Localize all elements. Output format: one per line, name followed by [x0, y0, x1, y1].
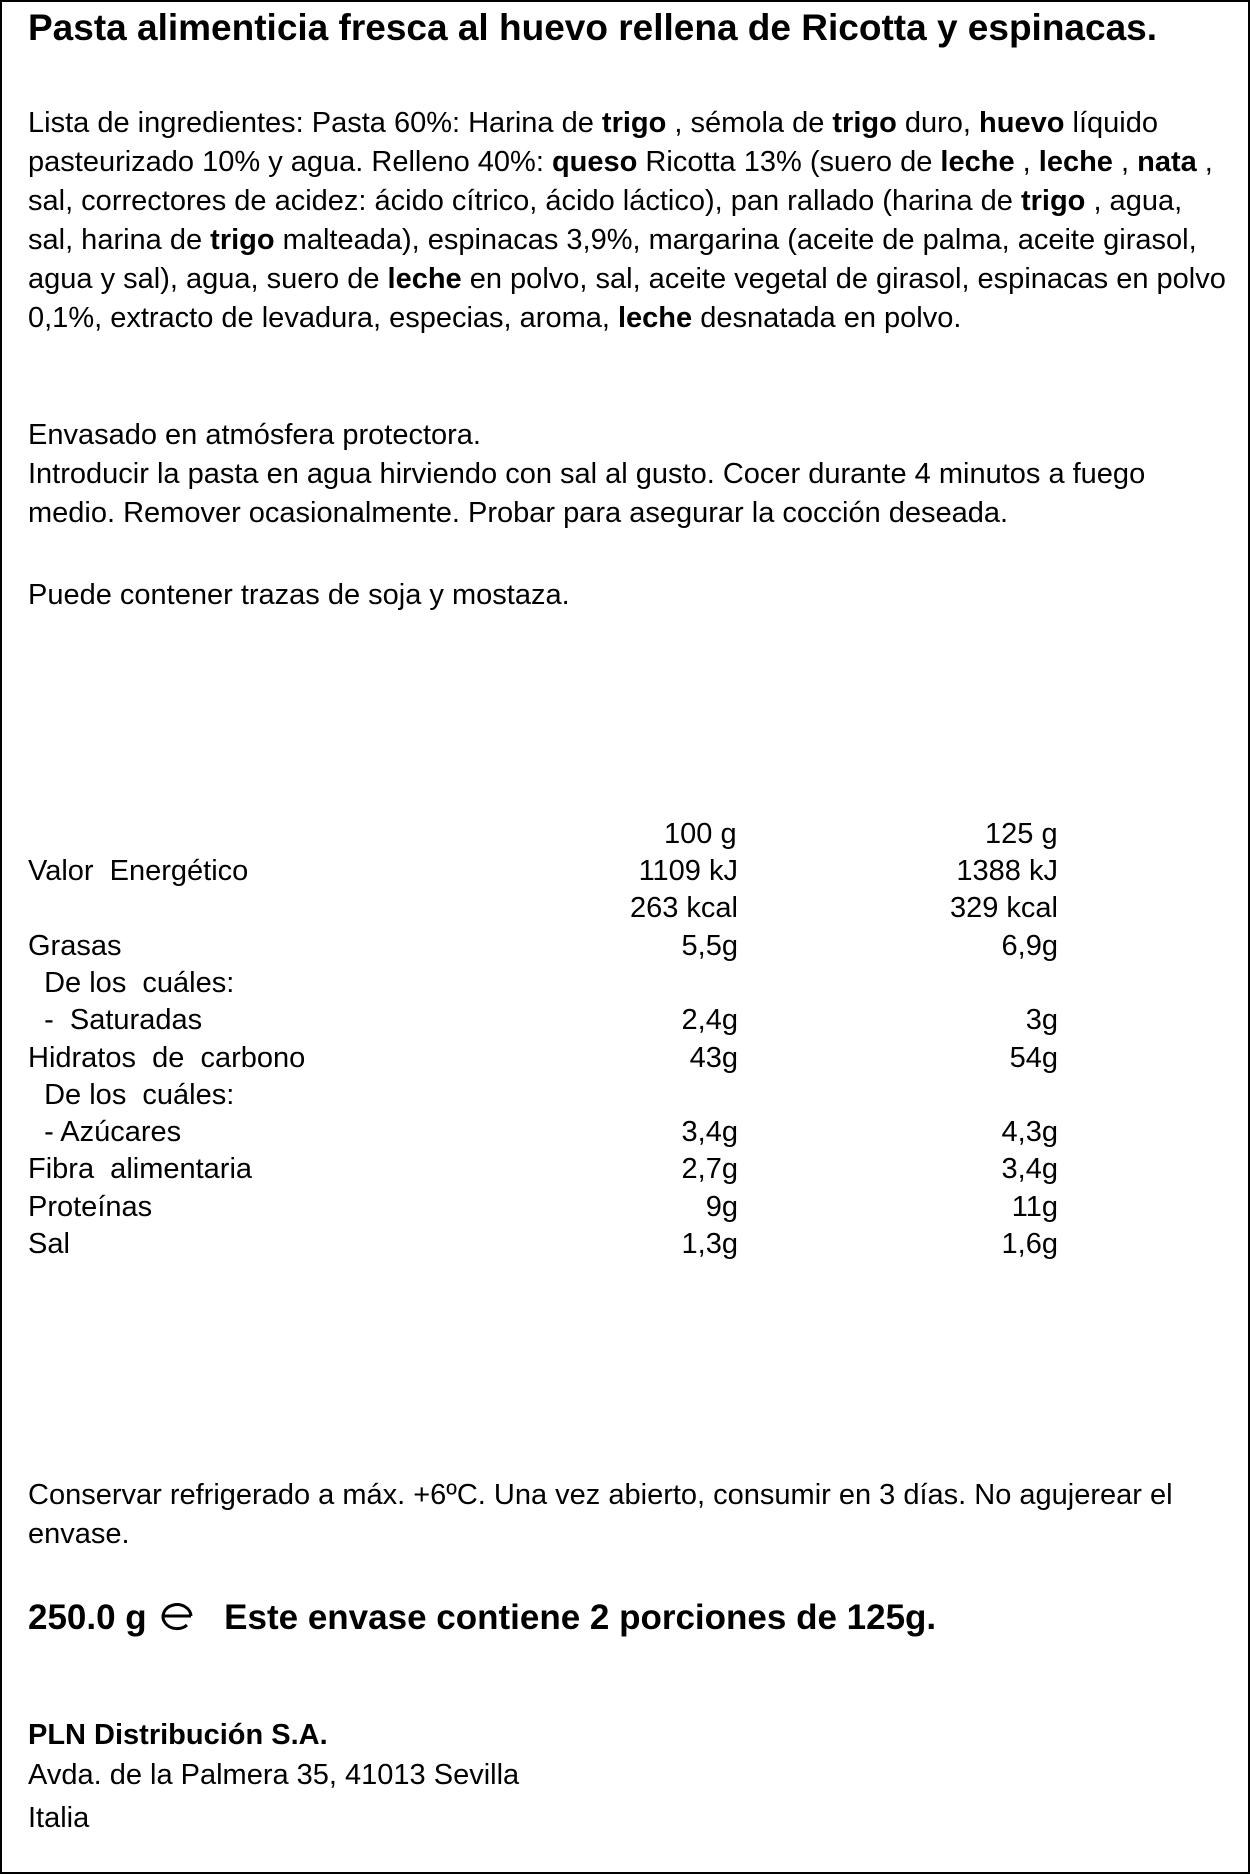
net-quantity-line	[28, 1596, 1228, 1640]
allergen-highlight: trigo	[1020, 185, 1086, 217]
packaging-note: Envasado en atmósfera protectora.	[28, 419, 481, 451]
product-title: Pasta alimenticia fresca al huevo rellena de Ricotta y espinacas.	[28, 7, 1158, 48]
ingredient-text: malteada), espinacas 3,9%, margarina (aceite de palma, aceite girasol, agua y sal), agua, suero de	[28, 224, 1197, 295]
ingredient-text: líquido pasteurizado 10% y agua. Relleno 40%:	[28, 107, 1158, 178]
value-per-portion: 11g	[1011, 1191, 1058, 1223]
value-per-100g: 1,3g	[681, 1228, 738, 1260]
nutrient-label: De los cuáles:	[28, 967, 235, 999]
nutrition-row	[28, 890, 1228, 927]
value-per-portion: 3,4g	[1001, 1153, 1058, 1185]
nutrition-row	[28, 1151, 1228, 1188]
nutrient-label: Fibra alimentaria	[28, 1153, 253, 1185]
ingredients-list	[28, 104, 1228, 338]
col-header-100g: 100 g	[664, 818, 737, 850]
allergen-highlight: queso	[551, 146, 638, 178]
nutrient-label: - Azúcares	[28, 1116, 182, 1148]
allergen-warning: Puede contener trazas de soja y mostaza.	[28, 579, 570, 611]
allergen-highlight: nata	[1137, 146, 1197, 178]
ingredient-text: en polvo, sal, aceite vegetal de girasol, espinacas en polvo 0,1%, extracto de levadura, especias, aroma,	[28, 263, 1226, 334]
ingredient-text: Lista de ingredientes: Pasta 60%: Harina de	[28, 107, 602, 139]
nutrient-label: - Saturadas	[28, 1004, 203, 1036]
nutrient-label: Valor Energético	[28, 855, 249, 887]
ingredient-text: ,	[1014, 146, 1039, 178]
origin-country: Italia	[28, 1802, 90, 1834]
portions-note: Este envase contiene 2 porciones de 125g.	[224, 1598, 937, 1637]
ingredient-text: ,	[1112, 146, 1138, 178]
nutrient-label: Grasas	[28, 930, 122, 962]
allergen-highlight: leche	[1038, 146, 1113, 178]
nutrition-row	[28, 1189, 1228, 1226]
value-per-100g: 5,5g	[681, 930, 738, 962]
allergen-highlight: trigo	[832, 107, 897, 139]
ingredient-text: , sal, correctores de acidez: ácido cítrico, ácido láctico), pan rallado (harina de	[28, 146, 1213, 217]
allergen-highlight: leche	[617, 302, 693, 334]
nutrition-row	[28, 1077, 1228, 1114]
nutrition-header-row	[28, 816, 1228, 853]
nutrition-row	[28, 1002, 1228, 1039]
value-per-100g: 2,4g	[681, 1004, 738, 1036]
nutrition-row	[28, 1226, 1228, 1263]
ingredient-text: , agua, sal, harina de	[28, 185, 1183, 256]
value-per-portion: 1,6g	[1001, 1228, 1058, 1260]
value-per-portion: 54g	[1009, 1042, 1058, 1074]
cooking-instructions: Introducir la pasta en agua hirviendo con sal al gusto. Cocer durante 4 minutos a fuego medio. Remover ocasionalmente. Probar para asegurar la cocción deseada.	[28, 458, 1146, 529]
value-per-100g: 1109 kJ	[638, 855, 738, 887]
estimated-sign-icon	[158, 1601, 196, 1631]
nutrient-label: Proteínas	[28, 1191, 153, 1223]
value-per-portion: 6,9g	[1001, 930, 1058, 962]
net-quantity: 250.0 g	[28, 1598, 147, 1637]
value-per-portion: 3g	[1025, 1004, 1058, 1036]
nutrition-row	[28, 1114, 1228, 1151]
value-per-100g: 263 kcal	[629, 892, 738, 924]
nutrition-row	[28, 853, 1228, 890]
col-header-125g: 125 g	[985, 818, 1058, 850]
value-per-100g: 3,4g	[681, 1116, 738, 1148]
nutrition-row	[28, 928, 1228, 965]
allergen-highlight: trigo	[210, 224, 275, 256]
value-per-100g: 43g	[689, 1042, 738, 1074]
value-per-portion: 1388 kJ	[956, 855, 1058, 887]
nutrient-label: Sal	[28, 1228, 70, 1260]
company-name: PLN Distribución S.A.	[28, 1719, 328, 1751]
nutrient-label: Hidratos de carbono	[28, 1042, 306, 1074]
ingredient-text: desnatada en polvo.	[692, 302, 962, 334]
company-address: Avda. de la Palmera 35, 41013 Sevilla	[28, 1759, 520, 1791]
ingredient-text: , sémola de	[666, 107, 833, 139]
nutrient-label: De los cuáles:	[28, 1079, 235, 1111]
allergen-highlight: leche	[940, 146, 1015, 178]
value-per-100g: 9g	[705, 1191, 738, 1223]
value-per-portion: 4,3g	[1001, 1116, 1058, 1148]
nutrition-row	[28, 1040, 1228, 1077]
allergen-highlight: huevo	[979, 107, 1065, 139]
value-per-portion: 329 kcal	[949, 892, 1058, 924]
value-per-100g: 2,7g	[681, 1153, 738, 1185]
ingredient-text: Ricotta 13% (suero de	[637, 146, 941, 178]
allergen-highlight: leche	[387, 263, 462, 295]
allergen-highlight: trigo	[601, 107, 667, 139]
nutrition-row	[28, 965, 1228, 1002]
storage-instructions: Conservar refrigerado a máx. +6ºC. Una vez abierto, consumir en 3 días. No agujerear el envase.	[28, 1479, 1173, 1550]
ingredient-text: duro,	[896, 107, 980, 139]
